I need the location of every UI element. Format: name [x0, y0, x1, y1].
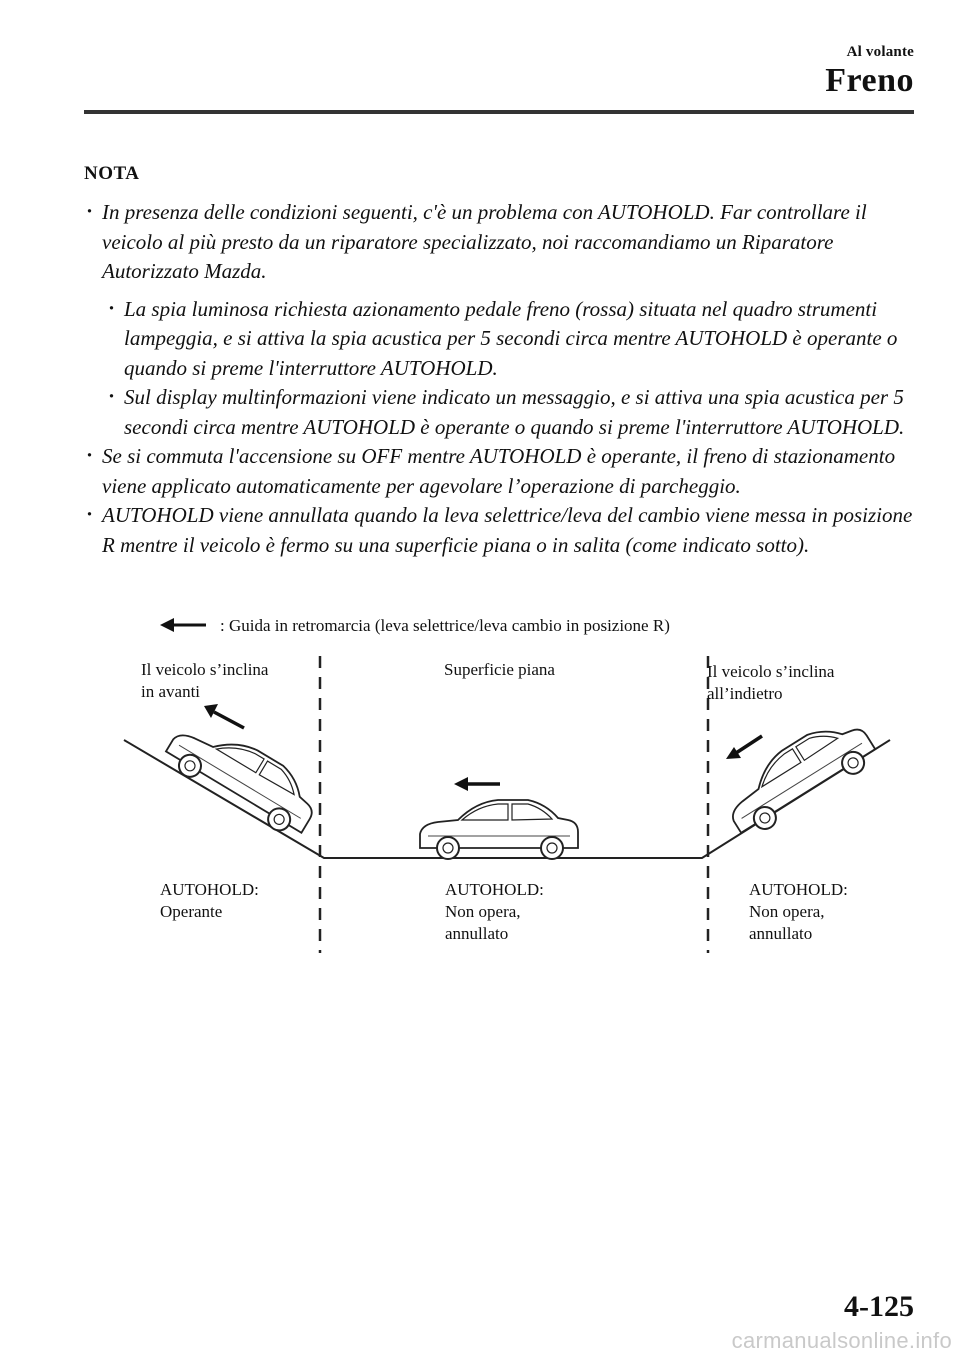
nota-subitem-text: · La spia luminosa richiesta azionamento pedale freno (rossa) situata nel quadro strumenti lampeggia, e si attiva la spia acustica per 5 secondi circa mentre AUTOHOLD è operante o quando si preme l'interruttore AUTOHOLD. [124, 296, 898, 380]
autohold-diagram [110, 608, 910, 958]
page-number: 4-125 [844, 1290, 914, 1323]
nota-list [84, 198, 914, 560]
car-flat-icon [420, 800, 578, 859]
diagram-legend: : Guida in retromarcia (leva selettrice/leva cambio in posizione R) [220, 616, 670, 635]
header-divider [84, 110, 914, 114]
status-backward: AUTOHOLD: Non opera, annullato [749, 880, 848, 943]
watermark: carmanualsonline.info [731, 1328, 952, 1353]
status-flat: AUTOHOLD: Non opera, annullato [445, 880, 544, 943]
reverse-arrow-icon [726, 736, 762, 759]
nota-item-text: · In presenza delle condizioni seguenti, c'è un problema con AUTOHOLD. Far controllare il veicolo al più presto da un riparatore specializzato, noi raccomandiamo un Riparatore Autorizzato Mazda. [102, 200, 867, 283]
car-forward-incline-icon [160, 710, 326, 842]
section-label: Al volante [846, 44, 914, 60]
panel-title-forward: Il veicolo s’inclina in avanti [141, 660, 269, 701]
status-forward: AUTOHOLD: Operante [160, 880, 259, 921]
panel-title-flat: Superficie piana [444, 660, 555, 679]
nota-subitem [106, 383, 914, 442]
panel-title-backward: Il veicolo s’inclina all’indietro [707, 662, 835, 703]
nota-subitem-text: · Sul display multinformazioni viene indicato un messaggio, e si attiva una spia acustica per 5 secondi circa mentre AUTOHOLD è operante o quando si preme l'interruttore AUTOHOLD. [124, 385, 905, 439]
car-backward-incline-icon [716, 708, 881, 842]
nota-item-text: · Se si commuta l'accensione su OFF mentre AUTOHOLD è operante, il freno di stazionamento viene applicato automaticamente per agevolare l’operazione di parcheggio. [102, 444, 896, 498]
legend-arrow-icon [160, 618, 206, 632]
nota-heading: NOTA [84, 163, 140, 184]
nota-subitem [106, 295, 914, 384]
page-title: Freno [825, 62, 914, 99]
reverse-arrow-icon [454, 777, 500, 791]
nota-item [84, 501, 914, 560]
nota-item [84, 442, 914, 501]
nota-item [84, 198, 914, 287]
reverse-arrow-icon [204, 704, 244, 728]
nota-item-text: · AUTOHOLD viene annullata quando la leva selettrice/leva del cambio viene messa in posizione R mentre il veicolo è fermo su una superficie piana o in salita (come indicato sotto). [102, 503, 913, 557]
